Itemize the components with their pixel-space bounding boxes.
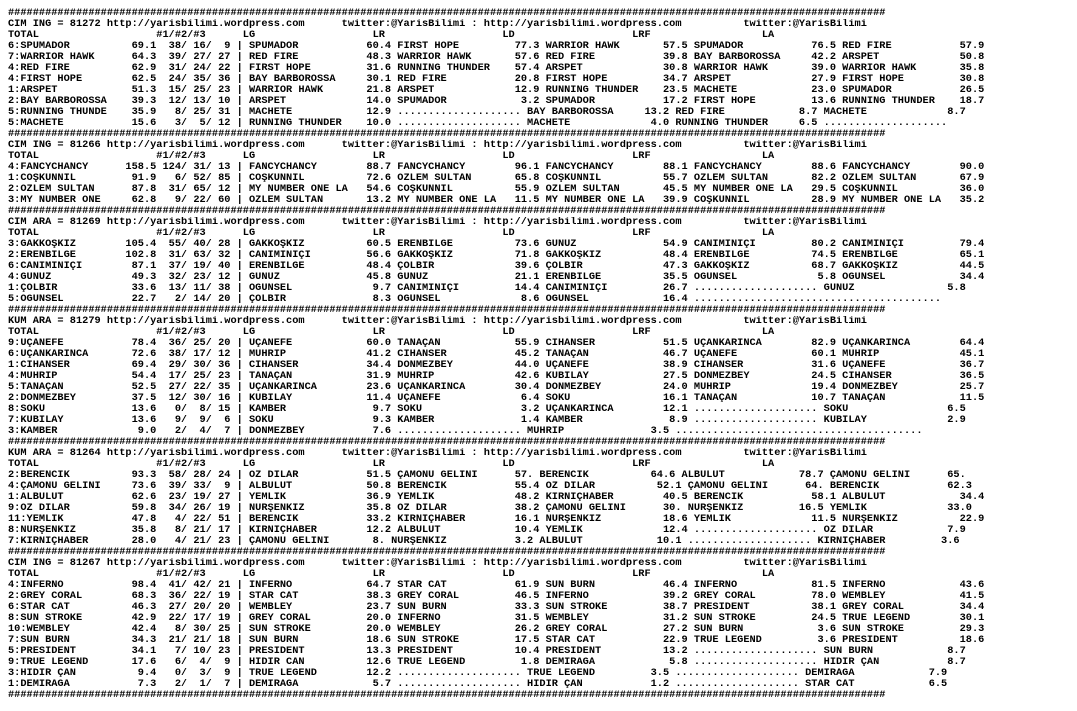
text-line: 10:WEMBLEY 42.4 8/ 30/ 25 | SUN STROKE 20.0 WEMBLEY 26.2 GREY CORAL 27.2 SUN BURN 3.6 SUN STROKE 29.3 bbox=[8, 624, 985, 635]
text-line: 5:PRESIDENT 34.1 7/ 10/ 23 | PRESIDENT 13.3 PRESIDENT 10.4 PRESIDENT 13.2 .................... SUN BURN 8.7 bbox=[8, 646, 966, 657]
text-line: 2:BERENCİK 93.3 58/ 28/ 24 | ÖZ DİLAR 51.5 ÇAMONÜ GELİNİ 57. BERENCİK 64.6 ALBULUT 78.7 ÇAMONÜ GELİNİ 65. bbox=[8, 470, 966, 481]
text-line: 3:KAMBER 9.0 2/ 4/ 7 | DÖNMEZBEY 7.6 .................... MÜHRİP 3.5 ........................................ bbox=[8, 426, 923, 437]
text-line: TOTAL #1/#2/#3 LG LR LD LRF LA bbox=[8, 30, 775, 41]
text-line: CIM ING = 81267 http://yarisbilimi.wordpress.com twitter:@YarisBilimi : http://yarisbilimi.wordpress.com twitter:@YarisBilimi bbox=[8, 558, 867, 569]
text-line: 5:ÖĞÜNSEL 22.7 2/ 14/ 20 | ÇOLBİR 8.3 ÖĞÜNSEL 8.6 ÖĞÜNSEL 16.4 ........................................ bbox=[8, 294, 942, 305]
separator-line: ############################################################################################################################################## bbox=[8, 547, 886, 558]
text-line: 4:MÜHRİP 54.4 17/ 25/ 23 | TANAÇAN 31.9 MÜHRİP 42.6 KÜBİLAY 27.5 DÖNMEZBEY 24.5 CİHANSER 36.5 bbox=[8, 371, 985, 382]
text-line: 8:NURŞENKIZ 35.8 8/ 21/ 17 | KIRNIÇHABER 12.2 ALBULUT 10.4 YEMLİK 12.4 .................... ÖZ DİLAR 7.9 bbox=[8, 525, 966, 536]
text-line: CIM ARA = 81269 http://yarisbilimi.wordpress.com twitter:@YarisBilimi : http://yarisbilimi.wordpress.com twitter:@YarisBilimi bbox=[8, 217, 867, 228]
text-line: 3:MY NUMBER ONE 62.8 9/ 22/ 60 | ÖZLEM SULTAN 13.2 MY NUMBER ONE LA 11.5 MY NUMBER ONE LA 39.9 COŞKUNNİL 28.9 MY NUMBER ONE LA 35.2 bbox=[8, 195, 985, 206]
text-line: 9:UÇANEFE 78.4 36/ 25/ 20 | UÇANEFE 60.0 TANAÇAN 55.9 CİHANSER 51.5 UÇANKARINCA 82.9 UÇANKARINCA 64.4 bbox=[8, 338, 985, 349]
text-line: 5:TANAÇAN 52.5 27/ 22/ 35 | UÇANKARINCA 23.6 UÇANKARINCA 30.4 DÖNMEZBEY 24.0 MÜHRİP 19.4 DÖNMEZBEY 25.7 bbox=[8, 382, 985, 393]
text-line: CIM ING = 81272 http://yarisbilimi.wordpress.com twitter:@YarisBilimi : http://yarisbilimi.wordpress.com twitter:@YarisBilimi bbox=[8, 19, 867, 30]
separator-line: ############################################################################################################################################## bbox=[8, 690, 886, 701]
text-line: 6:STAR CAT 46.3 27/ 20/ 20 | WEMBLEY 23.7 SUN BURN 33.3 SUN STROKE 38.7 PRESIDENT 38.1 GREY CORAL 34.4 bbox=[8, 602, 985, 613]
separator-line: ############################################################################################################################################## bbox=[8, 305, 886, 316]
separator-line: ############################################################################################################################################## bbox=[8, 8, 886, 19]
text-line: 5:RUNNING THUNDE 35.9 8/ 25/ 31 | MACHETE 12.9 .................... BAY BARBOROSSA 13.2 RED FIRE 8.7 MACHETE 8.7 bbox=[8, 107, 966, 118]
text-line: 2:ÖZLEM SULTAN 87.8 31/ 65/ 12 | MY NUMBER ONE LA 54.6 COŞKUNNİL 55.9 ÖZLEM SULTAN 45.5 MY NUMBER ONE LA 29.5 COŞKUNNİL 36.0 bbox=[8, 184, 985, 195]
text-line: 1:DEMİRAĞA 7.3 2/ 1/ 7 | DEMİRAĞA 5.7 .................... HIDIR ÇAN 1.2 .................... STAR CAT 6.5 bbox=[8, 679, 948, 690]
text-line: 1:ALBULUT 62.6 23/ 19/ 27 | YEMLİK 36.9 YEMLİK 48.2 KIRNIÇHABER 40.5 BERENCİK 58.1 ALBULUT 34.4 bbox=[8, 492, 985, 503]
text-line: 6:CANIMINİÇİ 87.1 37/ 19/ 40 | ERENBİLGE 48.4 ÇOLBİR 39.6 ÇOLBİR 47.3 GAKKOŞKIZ 68.7 GAKKOŞKIZ 44.5 bbox=[8, 261, 985, 272]
text-line: 2:BAY BARBOROSSA 39.3 12/ 13/ 10 | ARSPET 14.0 SPUMADOR 3.2 SPUMADOR 17.2 FIRST HOPE 13.6 RUNNING THUNDER 18.7 bbox=[8, 96, 985, 107]
text-line: 4:FIRST HOPE 62.5 24/ 35/ 36 | BAY BARBOROSSA 30.1 RED FIRE 20.8 FIRST HOPE 34.7 ARSPET 27.9 FIRST HOPE 30.8 bbox=[8, 74, 985, 85]
separator-line: ############################################################################################################################################## bbox=[8, 437, 886, 448]
separator-line: ############################################################################################################################################## bbox=[8, 129, 886, 140]
text-line: 1:CİHANSER 69.4 29/ 30/ 36 | CİHANSER 34.4 DÖNMEZBEY 44.0 UÇANEFE 38.9 CİHANSER 31.6 UÇANEFE 36.7 bbox=[8, 360, 985, 371]
race-results-document bbox=[8, 8, 1073, 701]
text-line: 2:ERENBİLGE 102.8 31/ 63/ 32 | CANIMINİÇİ 56.6 GAKKOŞKIZ 71.8 GAKKOŞKIZ 48.4 ERENBİLGE 74.5 ERENBİLGE 65.1 bbox=[8, 250, 985, 261]
text-line: 4:INFERNO 98.4 41/ 42/ 21 | INFERNO 64.7 STAR CAT 61.9 SUN BURN 46.4 INFERNO 81.5 INFERNO 43.6 bbox=[8, 580, 985, 591]
text-line: 7:KÜBİLAY 13.6 9/ 9/ 6 | SOKU 9.3 KAMBER 1.4 KAMBER 8.9 .................... KÜBİLAY 2.9 bbox=[8, 415, 966, 426]
text-line: TOTAL #1/#2/#3 LG LR LD LRF LA bbox=[8, 228, 775, 239]
text-line: 3:GAKKOŞKIZ 105.4 55/ 40/ 28 | GAKKOŞKIZ 60.5 ERENBİLGE 73.6 GÜNÜZ 54.9 CANIMINİÇİ 80.2 CANIMINİÇİ 79.4 bbox=[8, 239, 985, 250]
text-line: TOTAL #1/#2/#3 LG LR LD LRF LA bbox=[8, 569, 775, 580]
text-line: 6:UÇANKARINCA 72.6 38/ 17/ 12 | MÜHRİP 41.2 CİHANSER 45.2 TANAÇAN 46.7 UÇANEFE 60.1 MÜHRİP 45.1 bbox=[8, 349, 985, 360]
text-line: TOTAL #1/#2/#3 LG LR LD LRF LA bbox=[8, 327, 775, 338]
text-line: 1:ARSPET 51.3 15/ 25/ 23 | WARRIOR HAWK 21.8 ARSPET 12.9 RUNNING THUNDER 23.5 MACHETE 23.0 SPUMADOR 26.5 bbox=[8, 85, 985, 96]
text-line: 11:YEMLİK 47.8 4/ 22/ 51 | BERENCİK 33.2 KIRNIÇHABER 16.1 NURŞENKIZ 18.6 YEMLİK 11.5 NURŞENKIZ 22.9 bbox=[8, 514, 985, 525]
text-line: 9:TRUE LEGEND 17.6 6/ 4/ 9 | HIDIR CAN 12.6 TRUE LEGEND 1.8 DEMİRAĞA 5.8 .................... HIDIR ÇAN 8.7 bbox=[8, 657, 966, 668]
text-line: 6:SPUMADOR 69.1 38/ 16/ 9 | SPUMADOR 60.4 FIRST HOPE 77.3 WARRIOR HAWK 57.5 SPUMADOR 76.5 RED FIRE 57.9 bbox=[8, 41, 985, 52]
text-line: 3:HIDIR ÇAN 9.4 0/ 3/ 9 | TRUE LEGEND 12.2 .................... TRUE LEGEND 3.5 .................... DEMİRAĞA 7.9 bbox=[8, 668, 948, 679]
text-line: 5:MACHETE 15.6 3/ 5/ 12 | RUNNING THUNDER 10.0 .................... MACHETE 4.0 RUNNING THUNDER 6.5 .................... bbox=[8, 118, 948, 129]
text-line: 2:DÖNMEZBEY 37.5 12/ 30/ 16 | KÜBİLAY 11.4 UÇANEFE 6.4 SOKU 16.1 TANAÇAN 10.7 TANAÇAN 11.5 bbox=[8, 393, 985, 404]
text-line: 2:GREY CORAL 68.3 36/ 22/ 19 | STAR CAT 38.3 GREY CORAL 46.5 INFERNO 39.2 GREY CORAL 78.0 WEMBLEY 41.5 bbox=[8, 591, 985, 602]
text-line: TOTAL #1/#2/#3 LG LR LD LRF LA bbox=[8, 151, 775, 162]
text-line: KUM ARA = 81264 http://yarisbilimi.wordpress.com twitter:@YarisBilimi : http://yarisbilimi.wordpress.com twitter:@YarisBilimi bbox=[8, 448, 867, 459]
text-line: 9:ÖZ DİLAR 59.8 34/ 26/ 19 | NURŞENKIZ 35.8 ÖZ DİLAR 38.2 ÇAMONÜ GELİNİ 30. NURŞENKIZ 16.5 YEMLİK 33.0 bbox=[8, 503, 972, 514]
text-line: 1:COŞKUNNİL 91.9 6/ 52/ 85 | COŞKUNNİL 72.6 ÖZLEM SULTAN 65.8 COŞKUNNİL 55.7 ÖZLEM SULTAN 82.2 ÖZLEM SULTAN 67.9 bbox=[8, 173, 985, 184]
text-line: 4:RED FIRE 62.9 31/ 24/ 22 | FIRST HOPE 31.6 RUNNING THUNDER 57.4 ARSPET 30.8 WARRIOR HAWK 39.0 WARRIOR HAWK 35.8 bbox=[8, 63, 985, 74]
text-line: KUM ARA = 81279 http://yarisbilimi.wordpress.com twitter:@YarisBilimi : http://yarisbilimi.wordpress.com twitter:@YarisBilimi bbox=[8, 316, 867, 327]
text-line: 4:FANCYCHANCY 158.5 124/ 31/ 13 | FANCYCHANCY 88.7 FANCYCHANCY 96.1 FANCYCHANCY 88.1 FANCYCHANCY 88.6 FANCYCHANCY 90.0 bbox=[8, 162, 985, 173]
text-line: 7:KIRNIÇHABER 28.0 4/ 21/ 23 | ÇAMONÜ GELİNİ 8. NURŞENKIZ 3.2 ALBULUT 10.1 .................... KIRNIÇHABER 3.6 bbox=[8, 536, 960, 547]
text-line: 8:SUN STROKE 42.9 22/ 17/ 19 | GREY CORAL 20.0 INFERNO 31.5 WEMBLEY 31.2 SUN STROKE 24.5 TRUE LEGEND 30.1 bbox=[8, 613, 985, 624]
text-line: 4:GÜNÜZ 49.3 32/ 23/ 12 | GÜNÜZ 45.8 GÜNÜZ 21.1 ERENBİLGE 35.5 ÖĞÜNSEL 5.8 ÖĞÜNSEL 34.4 bbox=[8, 272, 985, 283]
text-line: CIM ING = 81266 http://yarisbilimi.wordpress.com twitter:@YarisBilimi : http://yarisbilimi.wordpress.com twitter:@YarisBilimi bbox=[8, 140, 867, 151]
separator-line: ############################################################################################################################################## bbox=[8, 206, 886, 217]
text-line: TOTAL #1/#2/#3 LG LR LD LRF LA bbox=[8, 459, 775, 470]
text-line: 4:ÇAMONÜ GELİNİ 73.6 39/ 33/ 9 | ALBULUT 50.8 BERENCİK 55.4 ÖZ DİLAR 52.1 ÇAMONÜ GELİNİ 64. BERENCİK 62.3 bbox=[8, 481, 972, 492]
text-line: 7:WARRIOR HAWK 64.3 39/ 27/ 27 | RED FIRE 48.3 WARRIOR HAWK 57.6 RED FIRE 39.8 BAY BARBOROSSA 42.2 ARSPET 50.8 bbox=[8, 52, 985, 63]
text-line: 7:SUN BURN 34.3 21/ 21/ 18 | SUN BURN 18.6 SUN STROKE 17.5 STAR CAT 22.9 TRUE LEGEND 3.6 PRESIDENT 18.6 bbox=[8, 635, 985, 646]
text-line: 1:ÇOLBİR 33.6 13/ 11/ 38 | ÖĞÜNSEL 9.7 CANIMINİÇİ 14.4 CANIMINİÇİ 26.7 .................... GÜNÜZ 5.8 bbox=[8, 283, 966, 294]
text-line: 8:SOKU 13.6 0/ 8/ 15 | KAMBER 9.7 SOKU 3.2 UÇANKARINCA 12.1 .................... SOKU 6.5 bbox=[8, 404, 966, 415]
